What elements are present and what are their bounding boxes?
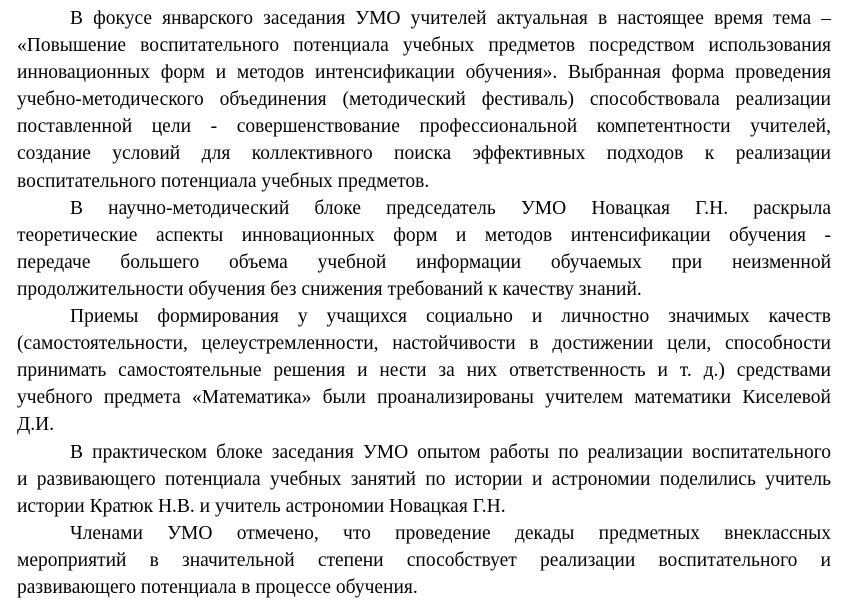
text-line: воспитательного потенциала учебных предметов. — [17, 170, 430, 192]
text-line: и развивающего потенциала учебных занятий по истории и астрономии поделились учитель — [17, 468, 831, 490]
text-line: мероприятий в значительной степени способствует реализации воспитательного и — [17, 549, 831, 571]
text-line: передаче большего объема учебной информации обучаемых при неизменной — [17, 251, 831, 273]
text-line: Приемы формирования у учащихся социально и личностно значимых качеств — [70, 306, 831, 328]
text-line: теоретические аспекты инновационных форм и методов интенсификации обучения - — [17, 224, 831, 246]
paragraph-4 — [17, 439, 831, 520]
text-line: учебного предмета «Математика» были проанализированы учителем математики Киселевой — [17, 387, 831, 409]
text-line: продолжительности обучения без снижения требований к качеству знаний. — [17, 278, 642, 300]
text-line: создание условий для коллективного поиска эффективных подходов к реализации — [17, 143, 831, 165]
paragraph-2 — [17, 195, 831, 303]
paragraph-5 — [17, 520, 831, 601]
text-line: «Повышение воспитательного потенциала учебных предметов посредством использования — [17, 35, 831, 57]
text-line: принимать самостоятельные решения и нести за них ответственность и т. д.) средствами — [17, 360, 831, 382]
paragraph-1 — [17, 5, 831, 195]
document-body — [17, 5, 831, 601]
text-line: развивающего потенциала в процессе обучения. — [17, 576, 418, 598]
text-line: (самостоятельности, целеустремленности, настойчивости в достижении цели, способности — [17, 333, 831, 355]
paragraph-3 — [17, 303, 831, 438]
text-line: В научно-методический блоке председатель УМО Новацкая Г.Н. раскрыла — [70, 197, 831, 219]
text-line: поставленной цели - совершенствование профессиональной компетентности учителей, — [17, 116, 831, 138]
text-line: Членами УМО отмечено, что проведение декады предметных внеклассных — [70, 522, 831, 544]
text-line: учебно-методического объединения (методический фестиваль) способствовала реализации — [17, 89, 831, 111]
text-line: В фокусе январского заседания УМО учителей актуальная в настоящее время тема – — [70, 8, 831, 29]
text-line: Д.И. — [17, 414, 55, 436]
text-line: истории Кратюк Н.В. и учитель астрономии Новацкая Г.Н. — [17, 495, 506, 517]
text-line: инновационных форм и методов интенсификации обучения». Выбранная форма проведения — [17, 62, 831, 84]
text-line: В практическом блоке заседания УМО опытом работы по реализации воспитательного — [70, 441, 831, 463]
